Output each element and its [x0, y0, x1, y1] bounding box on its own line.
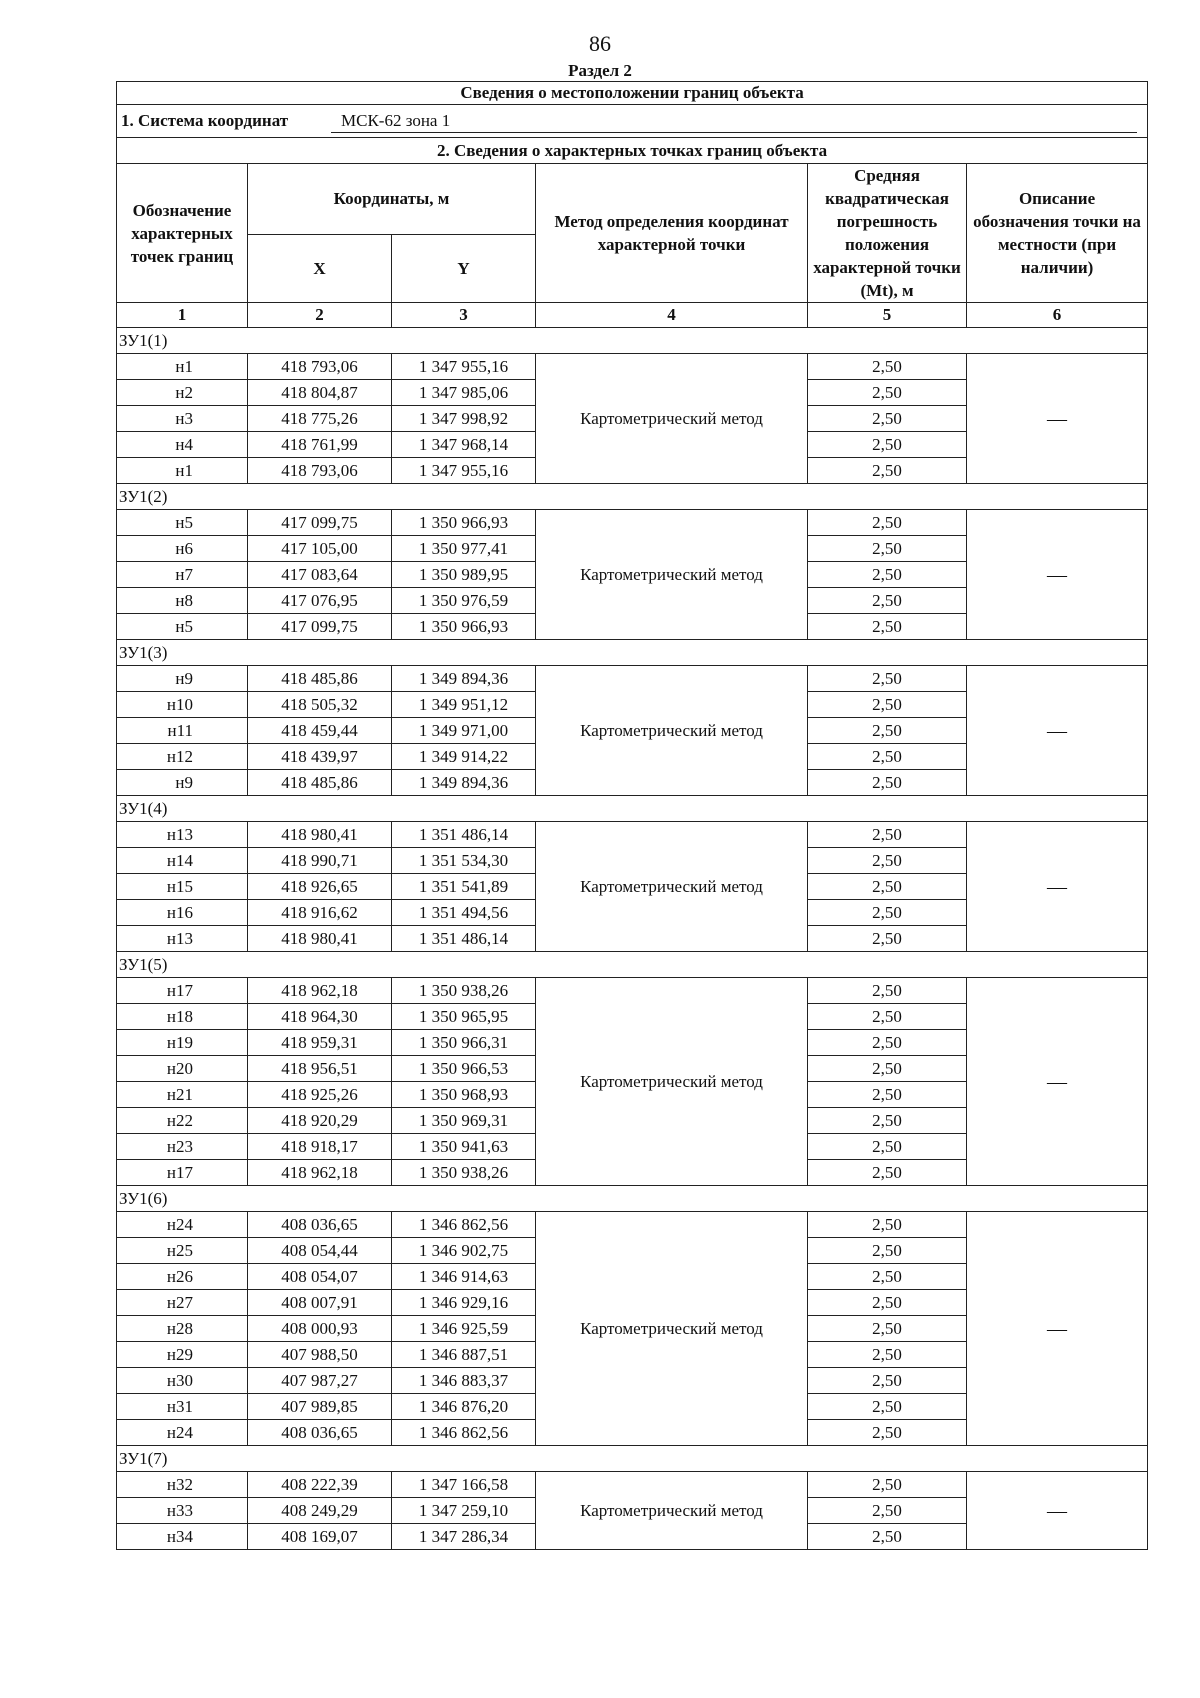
coord-y: 1 351 494,56 [392, 900, 536, 926]
point-id: н18 [117, 1004, 248, 1030]
page-number: 86 [589, 31, 611, 56]
method-cell: Картометрический метод [536, 510, 808, 640]
coord-x: 407 987,27 [248, 1368, 392, 1394]
point-id: н23 [117, 1134, 248, 1160]
error-value: 2,50 [808, 874, 967, 900]
coord-x: 418 964,30 [248, 1004, 392, 1030]
coord-x: 417 076,95 [248, 588, 392, 614]
error-value: 2,50 [808, 666, 967, 692]
column-number: 4 [536, 303, 808, 328]
coord-y: 1 346 862,56 [392, 1420, 536, 1446]
point-id: н19 [117, 1030, 248, 1056]
coord-x: 418 793,06 [248, 354, 392, 380]
description-cell: — [967, 978, 1148, 1186]
header-method: Метод определения координат характерной точки [536, 164, 808, 303]
column-number: 1 [117, 303, 248, 328]
point-id: н11 [117, 718, 248, 744]
coord-y: 1 346 925,59 [392, 1316, 536, 1342]
error-value: 2,50 [808, 1290, 967, 1316]
method-cell: Картометрический метод [536, 978, 808, 1186]
header-x: X [248, 234, 392, 302]
coord-x: 418 962,18 [248, 1160, 392, 1186]
coord-x: 418 793,06 [248, 458, 392, 484]
coord-y: 1 350 966,53 [392, 1056, 536, 1082]
error-value: 2,50 [808, 536, 967, 562]
point-id: н8 [117, 588, 248, 614]
error-value: 2,50 [808, 692, 967, 718]
point-id: н29 [117, 1342, 248, 1368]
coord-y: 1 346 883,37 [392, 1368, 536, 1394]
point-id: н34 [117, 1524, 248, 1550]
point-id: н22 [117, 1108, 248, 1134]
group-label: ЗУ1(2) [117, 484, 1148, 510]
error-value: 2,50 [808, 588, 967, 614]
header-error: Средняя квадратическая погрешность положения характерной точки (Mt), м [808, 164, 967, 303]
coord-x: 418 918,17 [248, 1134, 392, 1160]
point-id: н13 [117, 926, 248, 952]
coord-y: 1 351 486,14 [392, 822, 536, 848]
table-title: Сведения о местоположении границ объекта [117, 82, 1148, 105]
coord-y: 1 350 941,63 [392, 1134, 536, 1160]
coord-y: 1 350 976,59 [392, 588, 536, 614]
coord-y: 1 349 951,12 [392, 692, 536, 718]
error-value: 2,50 [808, 1498, 967, 1524]
coord-y: 1 350 965,95 [392, 1004, 536, 1030]
error-value: 2,50 [808, 926, 967, 952]
point-id: н14 [117, 848, 248, 874]
description-cell: — [967, 1472, 1148, 1550]
point-id: н2 [117, 380, 248, 406]
point-id: н32 [117, 1472, 248, 1498]
coord-y: 1 351 486,14 [392, 926, 536, 952]
point-id: н16 [117, 900, 248, 926]
method-cell: Картометрический метод [536, 354, 808, 484]
coord-y: 1 346 876,20 [392, 1394, 536, 1420]
coord-y: 1 349 971,00 [392, 718, 536, 744]
coord-y: 1 347 166,58 [392, 1472, 536, 1498]
coord-y: 1 347 955,16 [392, 354, 536, 380]
coord-x: 408 036,65 [248, 1212, 392, 1238]
coord-x: 417 105,00 [248, 536, 392, 562]
coord-y: 1 346 929,16 [392, 1290, 536, 1316]
coord-x: 418 439,97 [248, 744, 392, 770]
table-row [117, 354, 1148, 380]
error-value: 2,50 [808, 848, 967, 874]
table-row [117, 1212, 1148, 1238]
point-id: н20 [117, 1056, 248, 1082]
description-cell: — [967, 1212, 1148, 1446]
coord-x: 418 990,71 [248, 848, 392, 874]
error-value: 2,50 [808, 1056, 967, 1082]
error-value: 2,50 [808, 1030, 967, 1056]
coord-y: 1 349 894,36 [392, 770, 536, 796]
coord-y: 1 346 862,56 [392, 1212, 536, 1238]
error-value: 2,50 [808, 1160, 967, 1186]
coord-y: 1 350 968,93 [392, 1082, 536, 1108]
error-value: 2,50 [808, 458, 967, 484]
point-id: н5 [117, 510, 248, 536]
error-value: 2,50 [808, 510, 967, 536]
coord-y: 1 347 985,06 [392, 380, 536, 406]
coord-x: 418 505,32 [248, 692, 392, 718]
point-id: н33 [117, 1498, 248, 1524]
coord-x: 407 988,50 [248, 1342, 392, 1368]
coord-x: 418 980,41 [248, 822, 392, 848]
description-cell: — [967, 822, 1148, 952]
point-id: н4 [117, 432, 248, 458]
coord-y: 1 347 998,92 [392, 406, 536, 432]
coord-x: 418 925,26 [248, 1082, 392, 1108]
coord-y: 1 347 955,16 [392, 458, 536, 484]
coord-x: 407 989,85 [248, 1394, 392, 1420]
coord-x: 408 054,44 [248, 1238, 392, 1264]
coord-x: 418 962,18 [248, 978, 392, 1004]
method-cell: Картометрический метод [536, 666, 808, 796]
coord-x: 408 054,07 [248, 1264, 392, 1290]
point-id: н24 [117, 1212, 248, 1238]
error-value: 2,50 [808, 1420, 967, 1446]
coord-y: 1 350 938,26 [392, 978, 536, 1004]
coord-y: 1 350 966,93 [392, 614, 536, 640]
point-id: н12 [117, 744, 248, 770]
description-cell: — [967, 354, 1148, 484]
error-value: 2,50 [808, 562, 967, 588]
coord-x: 408 222,39 [248, 1472, 392, 1498]
coord-y: 1 347 968,14 [392, 432, 536, 458]
coord-y: 1 346 887,51 [392, 1342, 536, 1368]
coord-x: 418 926,65 [248, 874, 392, 900]
header-description: Описание обозначения точки на местности (при наличии) [967, 164, 1148, 303]
points-title: 2. Сведения о характерных точках границ объекта [117, 138, 1148, 164]
coord-x: 408 000,93 [248, 1316, 392, 1342]
table-row [117, 666, 1148, 692]
coord-y: 1 350 966,31 [392, 1030, 536, 1056]
point-id: н1 [117, 354, 248, 380]
coord-x: 408 169,07 [248, 1524, 392, 1550]
coord-y: 1 350 966,93 [392, 510, 536, 536]
table-row [117, 822, 1148, 848]
group-label: ЗУ1(1) [117, 328, 1148, 354]
error-value: 2,50 [808, 614, 967, 640]
error-value: 2,50 [808, 432, 967, 458]
error-value: 2,50 [808, 406, 967, 432]
point-id: н30 [117, 1368, 248, 1394]
coord-x: 418 775,26 [248, 406, 392, 432]
coord-x: 418 804,87 [248, 380, 392, 406]
point-id: н10 [117, 692, 248, 718]
coord-x: 417 099,75 [248, 510, 392, 536]
coord-x: 408 007,91 [248, 1290, 392, 1316]
error-value: 2,50 [808, 1524, 967, 1550]
point-id: н6 [117, 536, 248, 562]
error-value: 2,50 [808, 1082, 967, 1108]
point-id: н27 [117, 1290, 248, 1316]
table-row [117, 510, 1148, 536]
table-row [117, 1472, 1148, 1498]
error-value: 2,50 [808, 1394, 967, 1420]
point-id: н17 [117, 1160, 248, 1186]
point-id: н31 [117, 1394, 248, 1420]
point-id: н5 [117, 614, 248, 640]
coord-x: 418 485,86 [248, 666, 392, 692]
error-value: 2,50 [808, 1264, 967, 1290]
coord-x: 418 485,86 [248, 770, 392, 796]
point-id: н13 [117, 822, 248, 848]
coord-x: 418 980,41 [248, 926, 392, 952]
point-id: н9 [117, 666, 248, 692]
coord-y: 1 346 914,63 [392, 1264, 536, 1290]
coord-x: 418 920,29 [248, 1108, 392, 1134]
coord-y: 1 351 534,30 [392, 848, 536, 874]
coord-x: 418 761,99 [248, 432, 392, 458]
error-value: 2,50 [808, 380, 967, 406]
point-id: н3 [117, 406, 248, 432]
error-value: 2,50 [808, 1134, 967, 1160]
section-title: Раздел 2 [568, 61, 632, 80]
point-id: н9 [117, 770, 248, 796]
point-id: н21 [117, 1082, 248, 1108]
coord-y: 1 350 938,26 [392, 1160, 536, 1186]
header-point-designation: Обозначение характерных точек границ [117, 164, 248, 303]
coord-y: 1 349 894,36 [392, 666, 536, 692]
coordinate-system-label: 1. Система координат [121, 111, 289, 130]
coord-x: 418 956,51 [248, 1056, 392, 1082]
header-coordinates: Координаты, м [248, 164, 536, 235]
error-value: 2,50 [808, 1238, 967, 1264]
coord-y: 1 350 969,31 [392, 1108, 536, 1134]
coord-x: 418 959,31 [248, 1030, 392, 1056]
coord-x: 408 249,29 [248, 1498, 392, 1524]
method-cell: Картометрический метод [536, 822, 808, 952]
coordinate-system-row [117, 105, 1148, 138]
error-value: 2,50 [808, 1342, 967, 1368]
point-id: н28 [117, 1316, 248, 1342]
column-number: 3 [392, 303, 536, 328]
coord-x: 417 099,75 [248, 614, 392, 640]
description-cell: — [967, 510, 1148, 640]
coord-y: 1 350 989,95 [392, 562, 536, 588]
description-cell: — [967, 666, 1148, 796]
error-value: 2,50 [808, 1368, 967, 1394]
boundary-table [116, 81, 1148, 1550]
coord-y: 1 349 914,22 [392, 744, 536, 770]
point-id: н1 [117, 458, 248, 484]
column-number: 2 [248, 303, 392, 328]
header-y: Y [392, 234, 536, 302]
error-value: 2,50 [808, 770, 967, 796]
group-label: ЗУ1(4) [117, 796, 1148, 822]
point-id: н17 [117, 978, 248, 1004]
point-id: н24 [117, 1420, 248, 1446]
group-label: ЗУ1(6) [117, 1186, 1148, 1212]
error-value: 2,50 [808, 1316, 967, 1342]
error-value: 2,50 [808, 1108, 967, 1134]
coordinate-system-value: МСК-62 зона 1 [331, 110, 1137, 133]
coord-y: 1 347 259,10 [392, 1498, 536, 1524]
group-label: ЗУ1(5) [117, 952, 1148, 978]
method-cell: Картометрический метод [536, 1472, 808, 1550]
error-value: 2,50 [808, 1004, 967, 1030]
coord-x: 418 916,62 [248, 900, 392, 926]
coord-x: 418 459,44 [248, 718, 392, 744]
error-value: 2,50 [808, 354, 967, 380]
coord-y: 1 351 541,89 [392, 874, 536, 900]
group-label: ЗУ1(7) [117, 1446, 1148, 1472]
point-id: н25 [117, 1238, 248, 1264]
coord-x: 417 083,64 [248, 562, 392, 588]
error-value: 2,50 [808, 1212, 967, 1238]
error-value: 2,50 [808, 1472, 967, 1498]
coord-x: 408 036,65 [248, 1420, 392, 1446]
error-value: 2,50 [808, 822, 967, 848]
point-id: н7 [117, 562, 248, 588]
coord-y: 1 346 902,75 [392, 1238, 536, 1264]
error-value: 2,50 [808, 718, 967, 744]
method-cell: Картометрический метод [536, 1212, 808, 1446]
column-number: 6 [967, 303, 1148, 328]
table-row [117, 978, 1148, 1004]
error-value: 2,50 [808, 744, 967, 770]
point-id: н15 [117, 874, 248, 900]
error-value: 2,50 [808, 900, 967, 926]
coord-y: 1 347 286,34 [392, 1524, 536, 1550]
group-label: ЗУ1(3) [117, 640, 1148, 666]
point-id: н26 [117, 1264, 248, 1290]
coord-y: 1 350 977,41 [392, 536, 536, 562]
error-value: 2,50 [808, 978, 967, 1004]
column-number: 5 [808, 303, 967, 328]
